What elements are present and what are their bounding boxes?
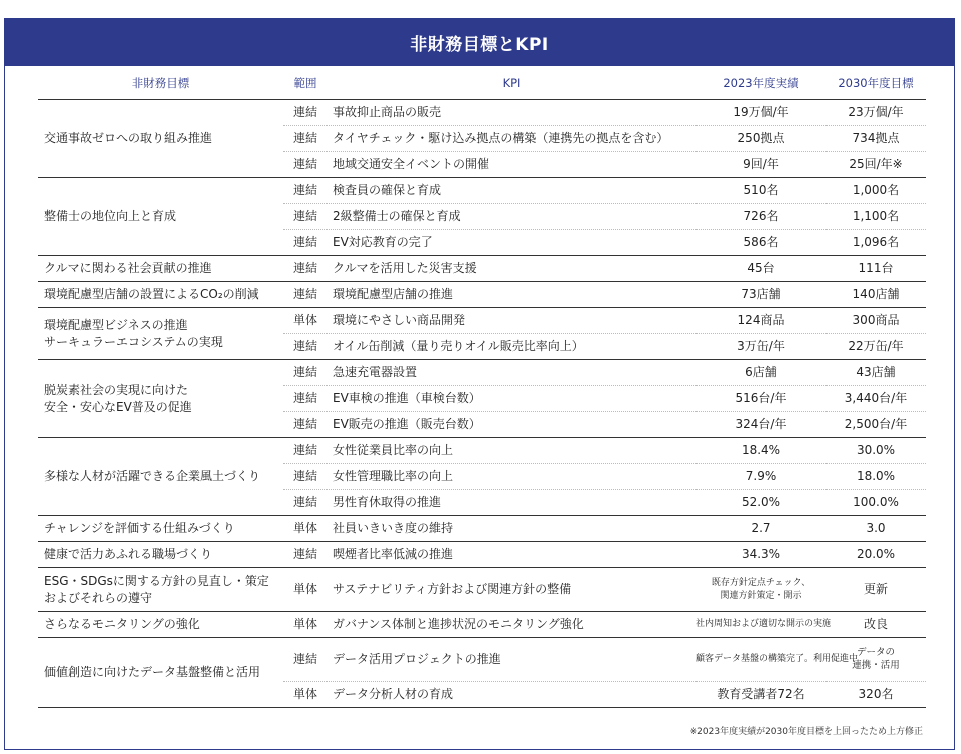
target-cell: データの 連携・活用 bbox=[826, 638, 926, 682]
actual-cell: 既存方針定点チェック、 関連方針策定・開示 bbox=[696, 568, 826, 612]
scope-cell: 連結 bbox=[283, 230, 327, 256]
actual-cell: 9回/年 bbox=[696, 152, 826, 178]
target-cell: 22万缶/年 bbox=[826, 334, 926, 360]
kpi-cell: ガバナンス体制と進捗状況のモニタリング強化 bbox=[327, 612, 696, 638]
scope-cell: 単体 bbox=[283, 308, 327, 334]
kpi-cell: データ活用プロジェクトの推進 bbox=[327, 638, 696, 682]
header-goal: 非財務目標 bbox=[38, 66, 283, 100]
target-cell: 18.0% bbox=[826, 464, 926, 490]
goal-text: クルマに関わる社会貢献の推進 bbox=[44, 261, 212, 276]
table-row bbox=[38, 638, 926, 682]
actual-cell: 19万個/年 bbox=[696, 100, 826, 126]
actual-cell: 3万缶/年 bbox=[696, 334, 826, 360]
actual-cell: 45台 bbox=[696, 256, 826, 282]
goal-text: 価値創造に向けたデータ基盤整備と活用 bbox=[44, 665, 261, 680]
actual-cell: 250拠点 bbox=[696, 126, 826, 152]
scope-cell: 連結 bbox=[283, 360, 327, 386]
table-row bbox=[38, 516, 926, 542]
header-scope: 範囲 bbox=[283, 66, 327, 100]
table-row bbox=[38, 360, 926, 386]
target-cell: 23万個/年 bbox=[826, 100, 926, 126]
table-row bbox=[38, 568, 926, 612]
kpi-cell: EV対応教育の完了 bbox=[327, 230, 696, 256]
target-cell: 100.0% bbox=[826, 490, 926, 516]
scope-cell: 連結 bbox=[283, 204, 327, 230]
target-cell: 140店舗 bbox=[826, 282, 926, 308]
goal-text: 交通事故ゼロへの取り組み推進 bbox=[44, 131, 213, 146]
goal-text: 健康で活力あふれる職場づくり bbox=[44, 547, 213, 562]
kpi-cell: 男性育休取得の推進 bbox=[327, 490, 696, 516]
table-row bbox=[38, 542, 926, 568]
kpi-cell: オイル缶削減（量り売りオイル販売比率向上） bbox=[327, 334, 696, 360]
target-cell: 2,500台/年 bbox=[826, 412, 926, 438]
goal-text: さらなるモニタリングの強化 bbox=[44, 617, 200, 632]
table-row bbox=[38, 282, 926, 308]
table-row bbox=[38, 308, 926, 334]
goal-cell bbox=[38, 308, 283, 360]
table-row bbox=[38, 438, 926, 464]
kpi-cell: 急速充電器設置 bbox=[327, 360, 696, 386]
kpi-cell: 女性従業員比率の向上 bbox=[327, 438, 696, 464]
scope-cell: 単体 bbox=[283, 682, 327, 708]
target-cell: 20.0% bbox=[826, 542, 926, 568]
actual-cell: 516台/年 bbox=[696, 386, 826, 412]
goal-cell bbox=[38, 542, 283, 568]
kpi-cell: 事故抑止商品の販売 bbox=[327, 100, 696, 126]
goal-cell bbox=[38, 282, 283, 308]
scope-cell: 単体 bbox=[283, 568, 327, 612]
scope-cell: 連結 bbox=[283, 638, 327, 682]
kpi-cell: データ分析人材の育成 bbox=[327, 682, 696, 708]
goal-cell bbox=[38, 612, 283, 638]
actual-cell: 124商品 bbox=[696, 308, 826, 334]
target-cell: 1,000名 bbox=[826, 178, 926, 204]
actual-cell: 6店舗 bbox=[696, 360, 826, 386]
scope-cell: 連結 bbox=[283, 126, 327, 152]
target-cell: 734拠点 bbox=[826, 126, 926, 152]
target-cell: 25回/年※ bbox=[826, 152, 926, 178]
kpi-cell: 環境配慮型店舗の推進 bbox=[327, 282, 696, 308]
actual-cell: 510名 bbox=[696, 178, 826, 204]
goal-text: ESG・SDGsに関する方針の見直し・策定 bbox=[44, 574, 269, 589]
target-cell: 1,096名 bbox=[826, 230, 926, 256]
target-cell: 43店舗 bbox=[826, 360, 926, 386]
target-cell: 300商品 bbox=[826, 308, 926, 334]
table-header-row bbox=[38, 66, 926, 100]
table-row bbox=[38, 100, 926, 126]
goal-cell bbox=[38, 568, 283, 612]
goal-cell bbox=[38, 178, 283, 256]
scope-cell: 連結 bbox=[283, 152, 327, 178]
target-cell: 30.0% bbox=[826, 438, 926, 464]
actual-cell: 顧客データ基盤の構築完了。利用促進中 bbox=[696, 638, 826, 682]
scope-cell: 単体 bbox=[283, 612, 327, 638]
actual-cell: 324台/年 bbox=[696, 412, 826, 438]
actual-cell: 7.9% bbox=[696, 464, 826, 490]
kpi-cell: クルマを活用した災害支援 bbox=[327, 256, 696, 282]
kpi-cell: 検査員の確保と育成 bbox=[327, 178, 696, 204]
header-kpi: KPI bbox=[327, 66, 696, 100]
target-cell: 3.0 bbox=[826, 516, 926, 542]
goal-text: 環境配慮型ビジネスの推進 bbox=[44, 318, 188, 333]
scope-cell: 連結 bbox=[283, 178, 327, 204]
kpi-cell: タイヤチェック・駆け込み拠点の構築（連携先の拠点を含む） bbox=[327, 126, 696, 152]
kpi-cell: 社員いきいき度の維持 bbox=[327, 516, 696, 542]
goal-text: サーキュラーエコシステムの実現 bbox=[44, 334, 223, 349]
scope-cell: 単体 bbox=[283, 516, 327, 542]
kpi-table-body bbox=[38, 100, 926, 708]
target-cell: 1,100名 bbox=[826, 204, 926, 230]
scope-cell: 連結 bbox=[283, 334, 327, 360]
kpi-cell: 女性管理職比率の向上 bbox=[327, 464, 696, 490]
goal-cell bbox=[38, 256, 283, 282]
target-cell: 改良 bbox=[826, 612, 926, 638]
target-cell: 320名 bbox=[826, 682, 926, 708]
actual-cell: 18.4% bbox=[696, 438, 826, 464]
scope-cell: 連結 bbox=[283, 438, 327, 464]
goal-cell bbox=[38, 516, 283, 542]
kpi-cell: EV車検の推進（車検台数） bbox=[327, 386, 696, 412]
scope-cell: 連結 bbox=[283, 542, 327, 568]
kpi-table bbox=[38, 66, 926, 708]
kpi-cell: 2級整備士の確保と育成 bbox=[327, 204, 696, 230]
actual-cell: 586名 bbox=[696, 230, 826, 256]
page-title: 非財務目標とKPI bbox=[4, 18, 955, 66]
goal-text: チャレンジを評価する仕組みづくり bbox=[44, 521, 235, 536]
actual-cell: 教育受講者72名 bbox=[696, 682, 826, 708]
actual-cell: 2.7 bbox=[696, 516, 826, 542]
scope-cell: 連結 bbox=[283, 282, 327, 308]
scope-cell: 連結 bbox=[283, 464, 327, 490]
target-cell: 3,440台/年 bbox=[826, 386, 926, 412]
table-row bbox=[38, 178, 926, 204]
scope-cell: 連結 bbox=[283, 490, 327, 516]
target-cell: 111台 bbox=[826, 256, 926, 282]
scope-cell: 連結 bbox=[283, 412, 327, 438]
goal-text: 脱炭素社会の実現に向けた bbox=[44, 383, 189, 398]
actual-cell: 34.3% bbox=[696, 542, 826, 568]
goal-cell bbox=[38, 638, 283, 708]
kpi-cell: 環境にやさしい商品開発 bbox=[327, 308, 696, 334]
actual-cell: 73店舗 bbox=[696, 282, 826, 308]
header-actual: 2023年度実績 bbox=[696, 66, 826, 100]
goal-text: 整備士の地位向上と育成 bbox=[44, 209, 177, 224]
kpi-cell: EV販売の推進（販売台数） bbox=[327, 412, 696, 438]
goal-text: およびそれらの遵守 bbox=[44, 590, 153, 605]
goal-cell bbox=[38, 438, 283, 516]
actual-cell: 726名 bbox=[696, 204, 826, 230]
actual-cell: 社内周知および適切な開示の実施 bbox=[696, 612, 826, 638]
kpi-cell: 喫煙者比率低減の推進 bbox=[327, 542, 696, 568]
goal-text: 安全・安心なEV普及の促進 bbox=[44, 399, 192, 414]
scope-cell: 連結 bbox=[283, 386, 327, 412]
goal-text: 多様な人材が活躍できる企業風土づくり bbox=[44, 469, 261, 484]
goal-cell bbox=[38, 360, 283, 438]
actual-cell: 52.0% bbox=[696, 490, 826, 516]
scope-cell: 連結 bbox=[283, 256, 327, 282]
table-row bbox=[38, 612, 926, 638]
kpi-cell: サステナビリティ方針および関連方針の整備 bbox=[327, 568, 696, 612]
goal-cell bbox=[38, 100, 283, 178]
goal-text: 環境配慮型店舗の設置によるCO₂の削減 bbox=[44, 287, 259, 302]
table-row bbox=[38, 256, 926, 282]
target-cell: 更新 bbox=[826, 568, 926, 612]
scope-cell: 連結 bbox=[283, 100, 327, 126]
header-target: 2030年度目標 bbox=[826, 66, 926, 100]
footnote: ※2023年度実績が2030年度目標を上回ったため上方修正 bbox=[689, 727, 923, 737]
kpi-cell: 地域交通安全イベントの開催 bbox=[327, 152, 696, 178]
